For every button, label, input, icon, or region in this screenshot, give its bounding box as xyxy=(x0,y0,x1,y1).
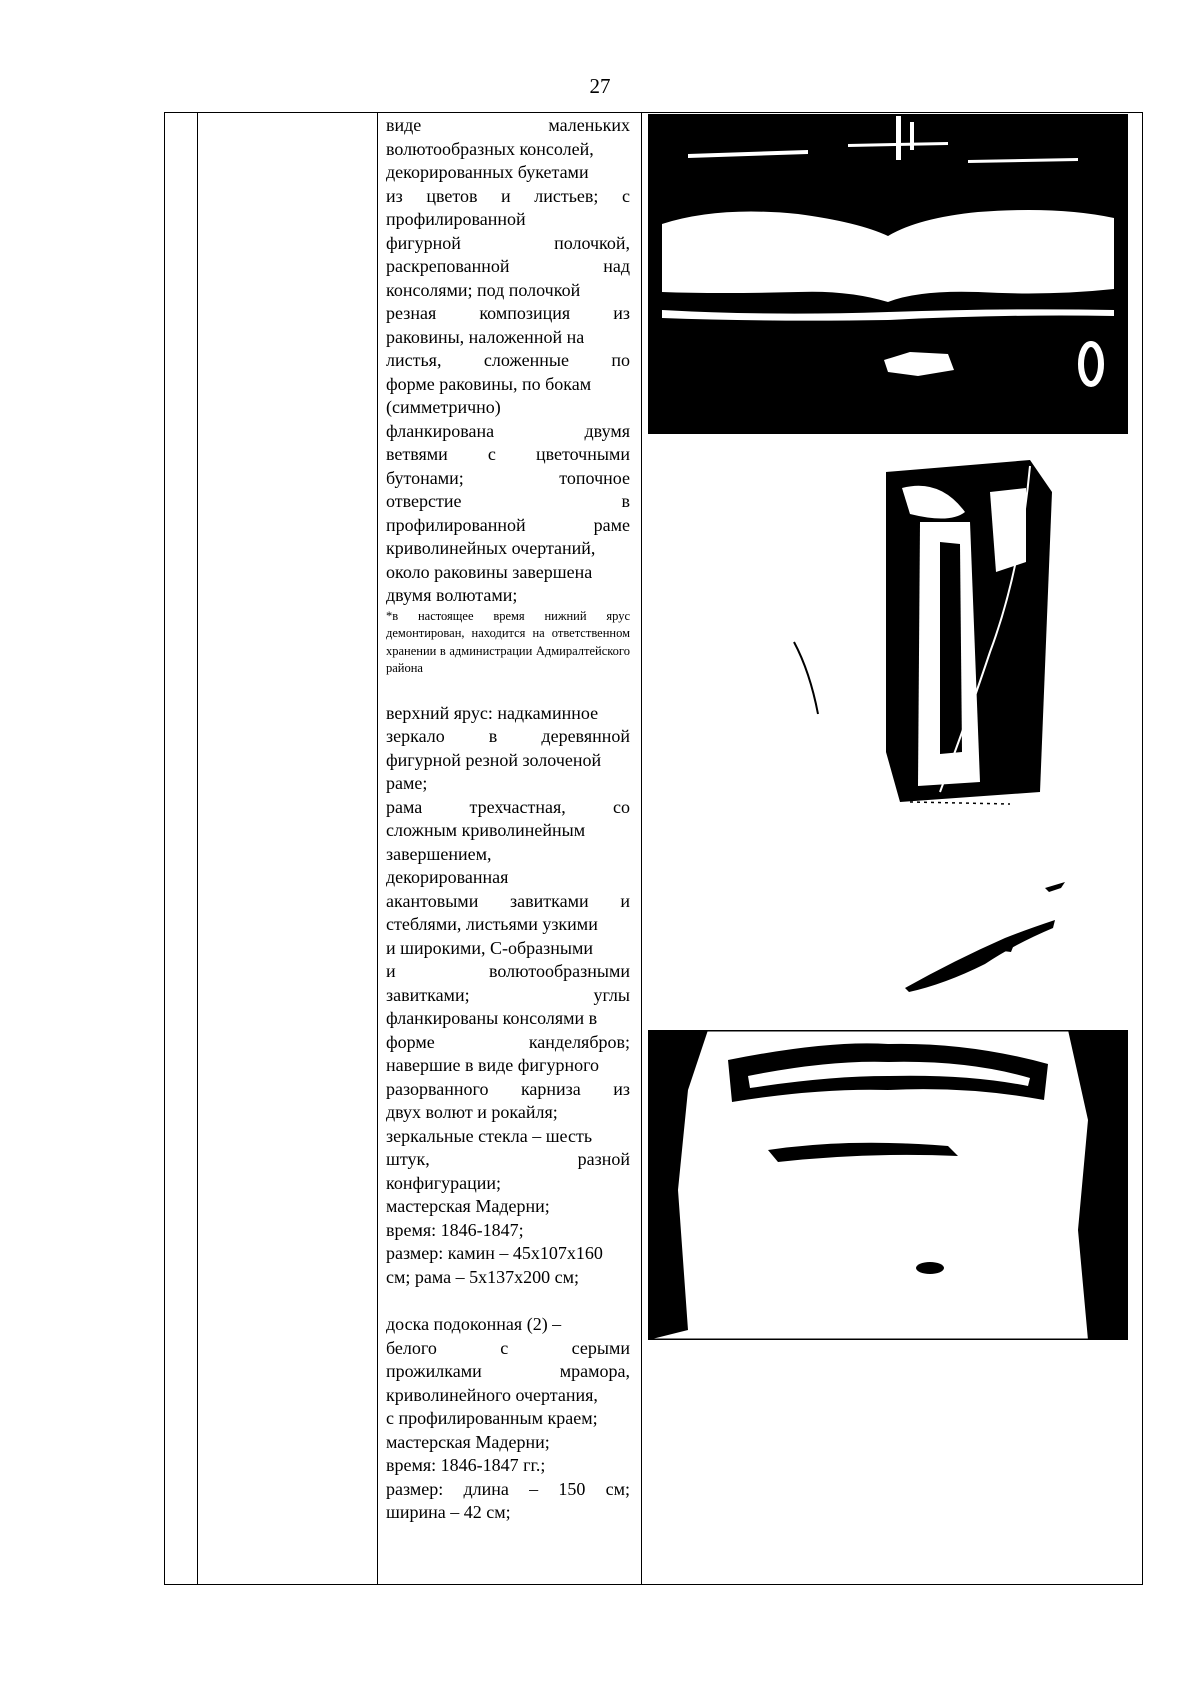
text-line: зеркало в деревянной xyxy=(386,726,630,746)
text-line: двумя волютами; xyxy=(386,585,518,605)
text-line: см; рама – 5х137х200 см; xyxy=(386,1266,580,1287)
upper-tier-description xyxy=(386,702,630,1290)
text-line: время: 1846-1847 гг.; xyxy=(386,1455,546,1475)
text-line: фигурной резной золоченой xyxy=(386,749,602,770)
text-line: верхний ярус: надкаминное xyxy=(386,702,599,723)
text-line: профилированной xyxy=(386,209,526,229)
dismantled-note: *в настоящее время нижний ярус демонтирован, находится на ответственном хранении в администрации Адмиралтейского района xyxy=(386,608,630,675)
column-divider xyxy=(641,113,642,1584)
text-line: форме канделябров; xyxy=(386,1031,630,1052)
text-line: акантовыми завитками и xyxy=(386,890,630,911)
text-line: ширина – 42 см; xyxy=(386,1502,511,1522)
text-line: консолями; под полочкой xyxy=(386,279,581,300)
text-line: размер: камин – 45х107х160 xyxy=(386,1243,603,1263)
text-line: раковины, наложенной на xyxy=(386,326,585,347)
text-line: с профилированным краем; xyxy=(386,1408,598,1428)
text-line: конфигурации; xyxy=(386,1172,502,1193)
text-line: декорированных букетами xyxy=(386,162,589,182)
text-line: завитками; углы xyxy=(386,984,630,1005)
text-line: резная композиция из xyxy=(386,303,630,323)
text-line: криволинейных очертаний, xyxy=(386,538,596,558)
text-line: двух волют и рокайля; xyxy=(386,1102,558,1122)
text-line: навершие в виде фигурного xyxy=(386,1055,600,1075)
text-line: бутонами; топочное xyxy=(386,467,630,488)
text-line: из цветов и листьев; с xyxy=(386,185,630,206)
text-line: виде маленьких xyxy=(386,115,630,135)
text-line: профилированной раме xyxy=(386,514,630,535)
text-line: форме раковины, по бокам xyxy=(386,373,592,394)
text-line: размер: длина – 150 см; xyxy=(386,1478,630,1499)
photo-mirror-frame xyxy=(648,1030,1128,1340)
photo-frame-fragment xyxy=(895,880,1075,995)
text-line: рама трехчастная, со xyxy=(386,796,630,817)
text-line: отверстие в xyxy=(386,491,630,511)
text-line: раме; xyxy=(386,773,428,793)
description-column xyxy=(386,114,630,1525)
text-line: и широкими, С-образными xyxy=(386,937,594,958)
text-line: фланкированы консолями в xyxy=(386,1008,598,1028)
page-number: 27 xyxy=(589,74,611,98)
text-line: криволинейного очертания, xyxy=(386,1384,598,1405)
text-line: мастерская Мадерни; xyxy=(386,1431,550,1452)
text-line: штук, разной xyxy=(386,1149,630,1169)
text-line: раскрепованной над xyxy=(386,256,630,276)
text-line: белого с серыми xyxy=(386,1337,630,1358)
text-line: завершением, xyxy=(386,843,492,864)
text-line: время: 1846-1847; xyxy=(386,1219,524,1240)
text-line: (симметрично) xyxy=(386,397,501,417)
text-line: фигурной полочкой, xyxy=(386,232,630,253)
windowsill-description xyxy=(386,1313,630,1525)
text-line: около раковины завершена xyxy=(386,561,593,582)
text-line: доска подоконная (2) – xyxy=(386,1314,562,1334)
text-line: стеблями, листьями узкими xyxy=(386,914,598,934)
text-line: прожилками мрамора, xyxy=(386,1361,630,1381)
text-line: фланкирована двумя xyxy=(386,420,630,441)
text-line: сложным криволинейным xyxy=(386,820,586,840)
column-divider xyxy=(377,113,378,1584)
column-divider xyxy=(197,113,198,1584)
text-line: мастерская Мадерни; xyxy=(386,1196,550,1216)
text-line: ветвями с цветочными xyxy=(386,444,630,464)
lower-tier-description xyxy=(386,114,630,678)
text-line: и волютообразными xyxy=(386,961,630,981)
photo-fireplace-shelf xyxy=(648,114,1128,434)
text-line: декорированная xyxy=(386,867,509,887)
photo-detail-crack xyxy=(790,452,1060,812)
text-line: листья, сложенные по xyxy=(386,350,630,370)
text-line: зеркальные стекла – шесть xyxy=(386,1125,593,1146)
text-line: разорванного карниза из xyxy=(386,1078,630,1099)
text-line: волютообразных консолей, xyxy=(386,138,594,159)
